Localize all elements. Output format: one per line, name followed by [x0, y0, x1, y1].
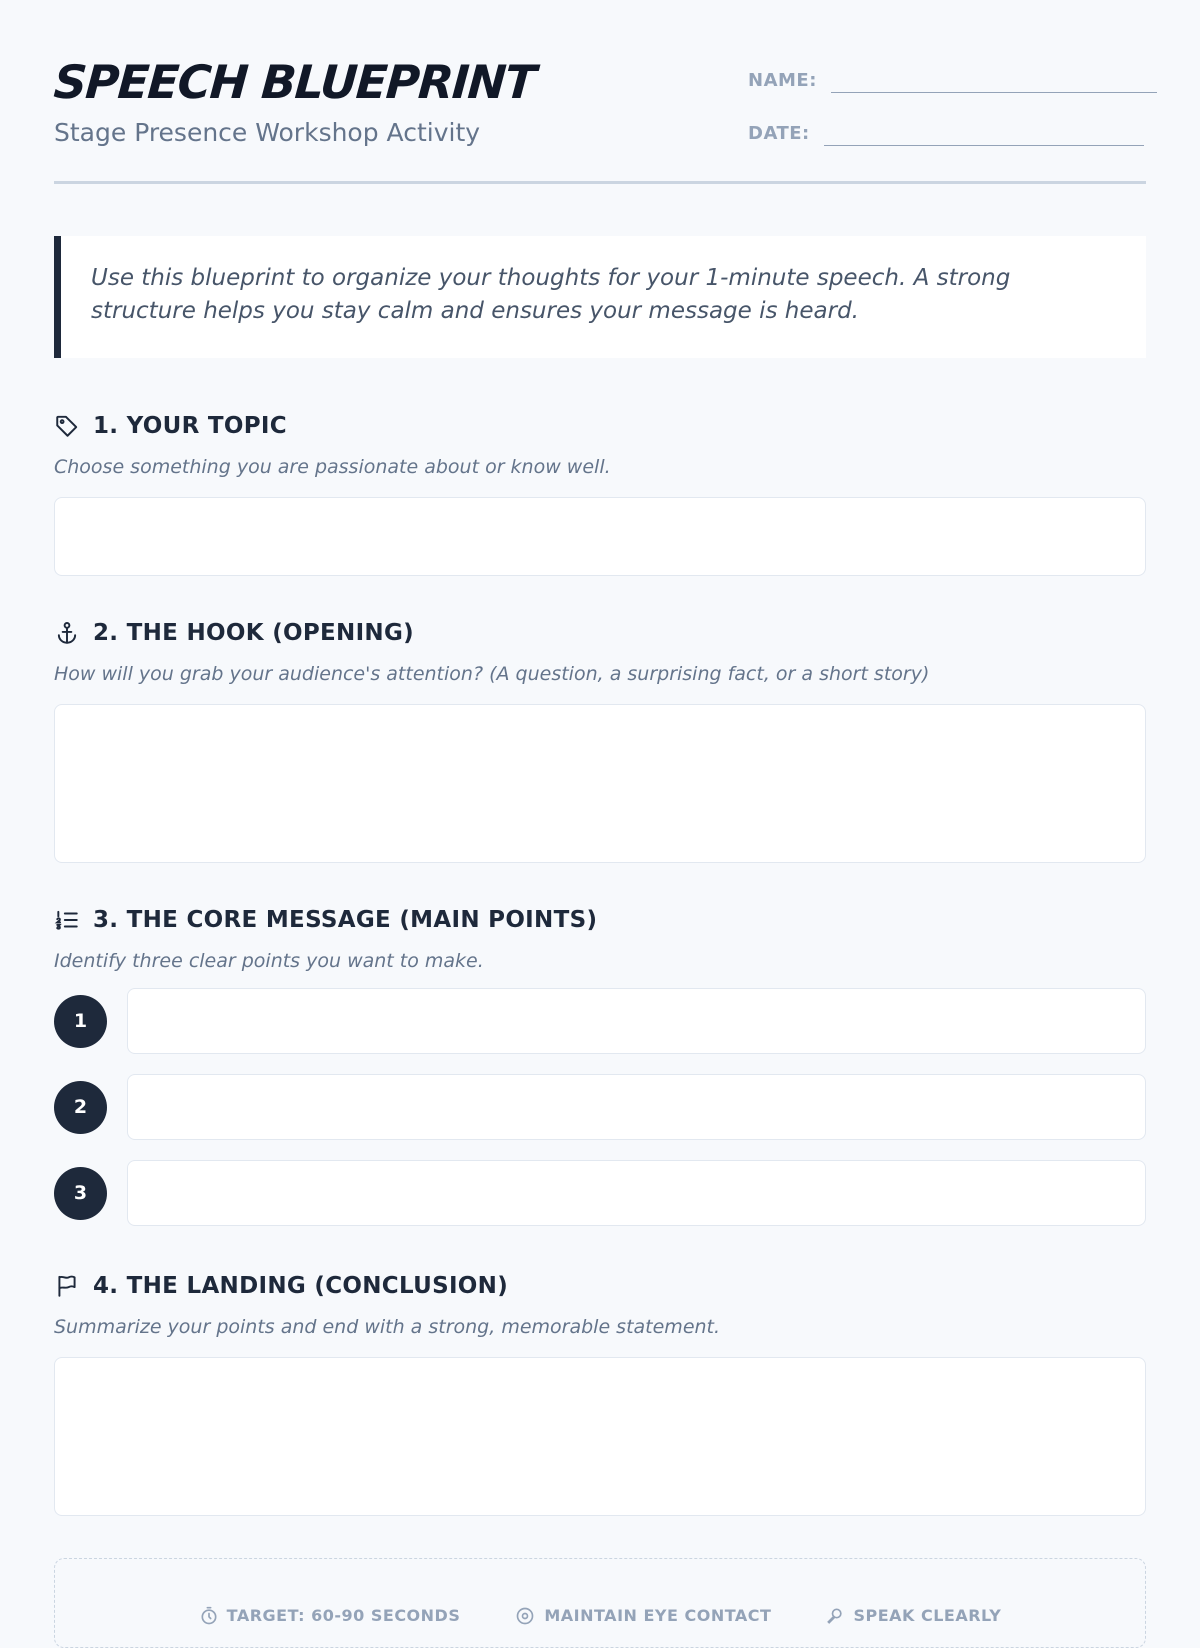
stopwatch-icon: [199, 1606, 219, 1626]
page-subtitle: Stage Presence Workshop Activity: [54, 118, 481, 147]
tip-item: [199, 1584, 461, 1647]
section-hook: [54, 617, 1146, 863]
point-3-answer-box[interactable]: [127, 1160, 1146, 1226]
tip-item: [825, 1584, 1001, 1647]
main-points-list: [54, 988, 1146, 1226]
date-write-line[interactable]: [824, 115, 1144, 146]
topic-answer-box[interactable]: [54, 497, 1146, 576]
section-header: [54, 617, 1146, 649]
section-title: 1. YOUR TOPIC: [93, 413, 287, 439]
tag-icon: [54, 413, 80, 439]
name-label: NAME:: [748, 70, 817, 91]
landing-answer-box[interactable]: [54, 1357, 1146, 1516]
section-description: Identify three clear points you want to make.: [54, 950, 484, 972]
section-header: [54, 1270, 1146, 1302]
date-field: [748, 115, 1144, 146]
point-2-answer-box[interactable]: [127, 1074, 1146, 1140]
worksheet-header: [54, 0, 1146, 184]
name-write-line[interactable]: [831, 62, 1157, 93]
page-title: SPEECH BLUEPRINT: [52, 55, 537, 109]
point-number-badge: 1: [54, 995, 107, 1048]
section-title: 4. THE LANDING (CONCLUSION): [93, 1273, 509, 1299]
tip-label: SPEAK CLEARLY: [853, 1606, 1002, 1625]
eye-icon: [514, 1606, 536, 1626]
section-landing: [54, 1270, 1146, 1516]
tips-footer: [54, 1558, 1146, 1648]
date-label: DATE:: [748, 123, 810, 144]
intro-callout: Use this blueprint to organize your thoughts for your 1-minute speech. A strong structure helps you stay calm and ensures your message is heard.: [54, 236, 1146, 358]
point-1-answer-box[interactable]: [127, 988, 1146, 1054]
section-topic: [54, 410, 1146, 576]
name-field: [748, 62, 1157, 93]
tip-label: MAINTAIN EYE CONTACT: [544, 1606, 772, 1625]
main-point-row: [54, 988, 1146, 1054]
section-title: 3. THE CORE MESSAGE (MAIN POINTS): [93, 907, 598, 933]
section-description: Summarize your points and end with a strong, memorable statement.: [54, 1316, 721, 1338]
main-point-row: [54, 1160, 1146, 1226]
section-header: [54, 904, 1146, 936]
tip-item: [514, 1584, 771, 1647]
section-description: How will you grab your audience's attention? (A question, a surprising fact, or a short story): [54, 663, 930, 685]
microphone-icon: [825, 1606, 845, 1626]
anchor-icon: [54, 620, 80, 646]
point-number-badge: 3: [54, 1167, 107, 1220]
section-header: [54, 410, 1146, 442]
section-description: Choose something you are passionate about or know well.: [54, 456, 611, 478]
section-title: 2. THE HOOK (OPENING): [93, 620, 414, 646]
flag-icon: [54, 1273, 80, 1299]
section-core-message: [54, 904, 1146, 1226]
tip-label: TARGET: 60-90 SECONDS: [226, 1606, 461, 1625]
main-point-row: [54, 1074, 1146, 1140]
hook-answer-box[interactable]: [54, 704, 1146, 863]
list-ordered-icon: [54, 907, 80, 933]
point-number-badge: 2: [54, 1081, 107, 1134]
